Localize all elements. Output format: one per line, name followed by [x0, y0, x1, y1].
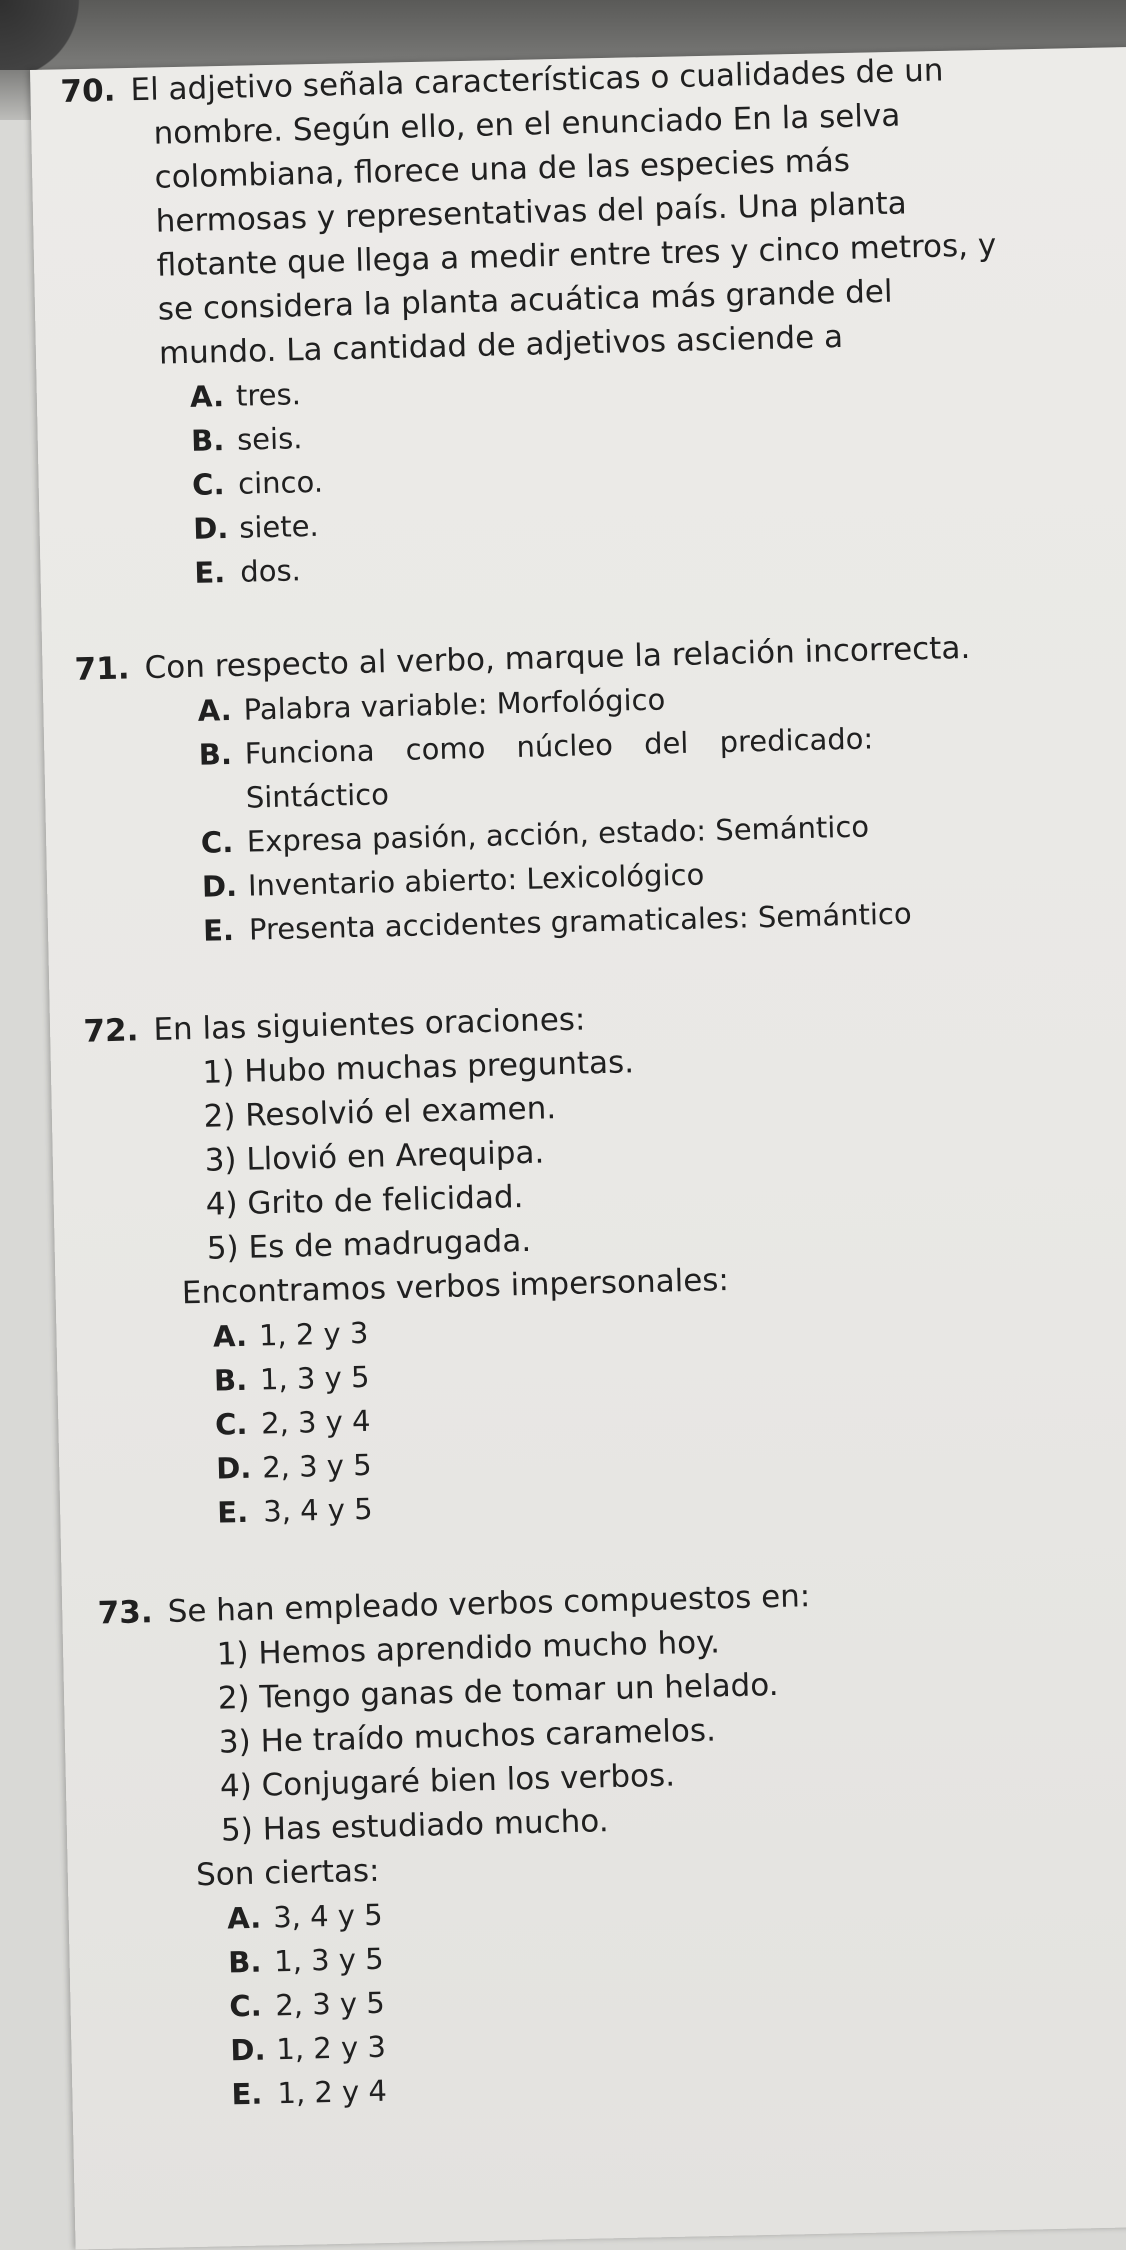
question-line: En las siguientes oraciones: [153, 1001, 586, 1048]
question-line: se considera la planta acuática más grande del [157, 273, 893, 328]
question-prompt: Son ciertas: [195, 1852, 380, 1894]
option-text: 2, 3 y 4 [260, 1403, 371, 1441]
question-line: Se han empleado verbos compuestos en: [167, 1578, 811, 1630]
option-text: 1, 3 y 5 [259, 1359, 370, 1397]
question-line: hermosas y representativas del país. Una planta [155, 185, 908, 240]
question-line: flotante que llega a medir entre tres y cinco metros, y [156, 227, 997, 284]
option-letter: C. [191, 467, 225, 502]
exam-content [60, 45, 1120, 2119]
question-number: 73. [97, 1594, 154, 1632]
option-text: 3, 4 y 5 [272, 1897, 383, 1935]
option-text: Sintáctico [245, 777, 390, 815]
option-letter: C. [214, 1406, 248, 1442]
option-text: Palabra variable: Morfológico [243, 682, 666, 727]
option-text: 1, 2 y 3 [276, 2029, 387, 2067]
option-text: Presenta accidentes gramaticales: Semántico [248, 896, 912, 947]
option-letter: B. [190, 423, 225, 458]
option-text: Expresa pasión, acción, estado: Semántico [246, 809, 870, 859]
option-letter: B. [198, 737, 233, 772]
option-letter: E. [193, 555, 226, 590]
option-text: siete. [238, 508, 320, 545]
option-text: 1, 3 y 5 [273, 1941, 385, 1979]
option-text: seis. [236, 421, 303, 457]
option-letter: D. [230, 2032, 266, 2068]
option-letter: E. [202, 913, 235, 948]
option-letter: D. [201, 868, 238, 904]
option-letter: E. [231, 2076, 263, 2112]
question-number: 70. [60, 72, 116, 110]
sentence-item: 1) Hubo muchas preguntas. [202, 1044, 635, 1091]
option-letter: C. [200, 825, 234, 860]
sentence-item: 5) Has estudiado mucho. [220, 1803, 609, 1849]
option-text: Funciona como núcleo del predicado: [244, 721, 874, 771]
option-letter: B. [227, 1944, 262, 1980]
question-line: El adjetivo señala características o cualidades de un [130, 52, 944, 109]
sentence-item: 3) Llovió en Arequipa. [204, 1134, 545, 1179]
option-text: 2, 3 y 5 [261, 1447, 372, 1485]
option-letter: A. [226, 1900, 262, 1936]
option-text: Inventario abierto: Lexicológico [247, 857, 705, 903]
option-letter: A. [189, 379, 225, 414]
question-line: colombiana, florece una de las especies más [154, 142, 851, 196]
option-letter: A. [197, 693, 233, 728]
option-text: 2, 3 y 5 [274, 1985, 386, 2023]
option-letter: E. [216, 1494, 249, 1530]
option-text: 1, 2 y 4 [277, 2073, 388, 2111]
question-prompt: Encontramos verbos impersonales: [181, 1262, 730, 1312]
question-line: Con respecto al verbo, marque la relación incorrecta. [144, 629, 971, 687]
option-letter: D. [215, 1450, 252, 1486]
sentence-item: 1) Hemos aprendido mucho hoy. [216, 1624, 721, 1673]
option-letter: D. [192, 511, 229, 546]
option-letter: A. [212, 1318, 248, 1354]
option-text: 3, 4 y 5 [262, 1491, 374, 1529]
question-line: nombre. Según ello, en el enunciado En la selva [153, 97, 901, 152]
sentence-item: 2) Resolvió el examen. [203, 1090, 557, 1135]
question-70 [60, 45, 1083, 598]
option-text: tres. [235, 377, 302, 413]
option-text: 1, 2 y 3 [258, 1315, 369, 1353]
option-text: dos. [239, 553, 302, 589]
sentence-item: 3) He traído muchos caramelos. [218, 1712, 717, 1761]
question-72 [83, 985, 1106, 1538]
option-letter: B. [213, 1362, 248, 1398]
sentence-item: 2) Tengo ganas de tomar un helado. [217, 1666, 779, 1717]
sentence-item: 4) Grito de felicidad. [205, 1179, 524, 1223]
question-number: 72. [83, 1012, 139, 1050]
sentence-item: 5) Es de madrugada. [206, 1222, 532, 1267]
question-71 [74, 623, 1091, 956]
option-letter: C. [228, 1988, 263, 2024]
question-line: mundo. La cantidad de adjetivos asciende a [158, 318, 844, 372]
option-text: cinco. [237, 464, 324, 501]
sentence-item: 4) Conjugaré bien los verbos. [219, 1757, 676, 1805]
question-73 [97, 1567, 1120, 2120]
question-number: 71. [74, 650, 131, 688]
